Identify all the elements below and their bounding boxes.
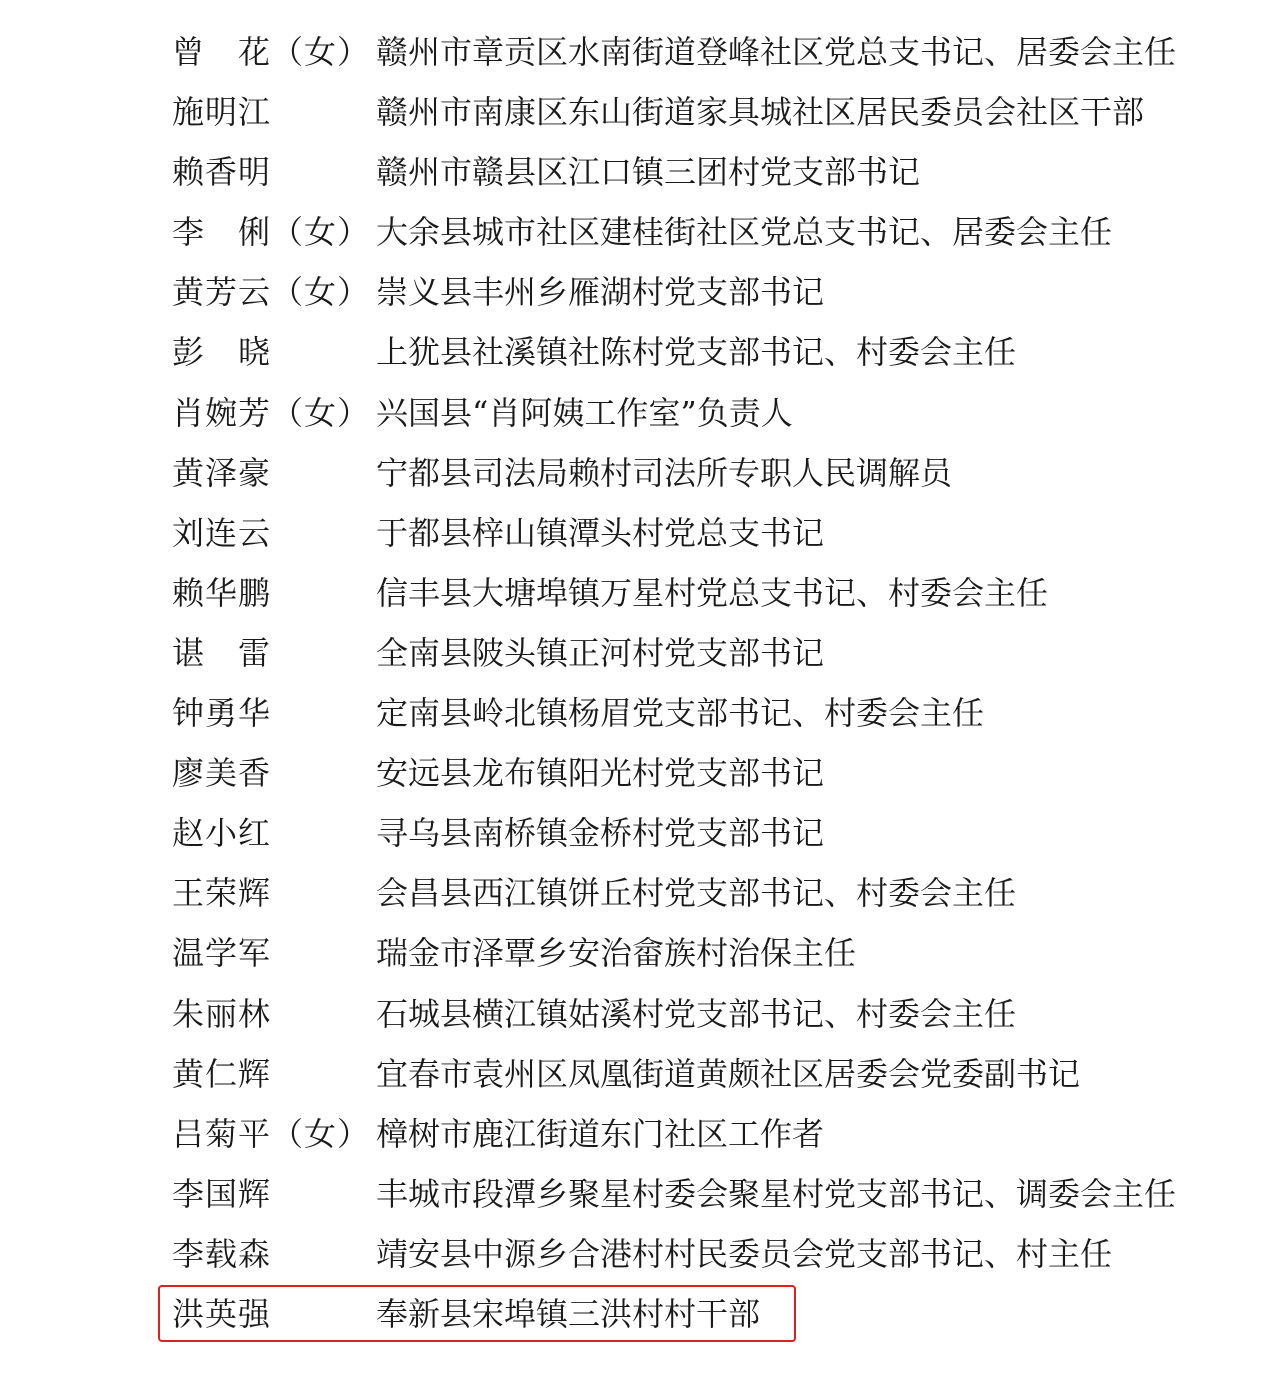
person-position: 宜春市袁州区凤凰街道黄颇社区居委会党委副书记 [376, 1054, 1081, 1093]
person-name: 王荣辉 [172, 874, 272, 913]
person-position: 樟树市鹿江街道东门社区工作者 [376, 1114, 825, 1153]
list-item [0, 1104, 1280, 1164]
list-item [0, 623, 1280, 683]
highlight-box [158, 1285, 796, 1342]
person-name: 李载森 [172, 1234, 272, 1273]
person-name: 黄仁辉 [172, 1054, 272, 1093]
list-item [0, 683, 1280, 743]
person-position: 于都县梓山镇潭头村党总支书记 [376, 513, 825, 552]
list-item [0, 803, 1280, 863]
list-item [0, 743, 1280, 803]
list-item [0, 1224, 1280, 1284]
person-position: 定南县岭北镇杨眉党支部书记、村委会主任 [376, 694, 985, 733]
person-name: 钟勇华 [172, 694, 272, 733]
person-name: 刘连云 [172, 513, 272, 552]
list-item [0, 563, 1280, 623]
person-name: 黄芳云（女） [172, 273, 371, 312]
person-position: 宁都县司法局赖村司法所专职人民调解员 [376, 453, 953, 492]
person-name: 李国辉 [172, 1174, 272, 1213]
person-position: 大余县城市社区建桂街社区党总支书记、居委会主任 [376, 213, 1113, 252]
person-position: 赣州市赣县区江口镇三团村党支部书记 [376, 153, 921, 192]
person-name: 谌 雷 [172, 633, 272, 672]
person-name: 赵小红 [172, 814, 272, 853]
person-position: 崇义县丰州乡雁湖村党支部书记 [376, 273, 825, 312]
person-name: 彭 晓 [172, 333, 272, 372]
person-position: 安远县龙布镇阳光村党支部书记 [376, 754, 825, 793]
person-name: 洪英强 [172, 1294, 272, 1333]
person-name: 李 俐（女） [172, 213, 371, 252]
list-item [0, 383, 1280, 443]
person-position: 上犹县社溪镇社陈村党支部书记、村委会主任 [376, 333, 1017, 372]
person-position: 靖安县中源乡合港村村民委员会党支部书记、村主任 [376, 1234, 1113, 1273]
list-item [0, 322, 1280, 382]
list-item [0, 443, 1280, 503]
list-item [0, 1164, 1280, 1224]
list-item [0, 142, 1280, 202]
person-position: 兴国县“肖阿姨工作室”负责人 [376, 393, 793, 432]
person-name: 赖香明 [172, 153, 272, 192]
person-name: 朱丽林 [172, 994, 272, 1033]
person-name: 温学军 [172, 934, 272, 973]
list-item [0, 863, 1280, 923]
list-item [0, 82, 1280, 142]
person-position: 赣州市章贡区水南街道登峰社区党总支书记、居委会主任 [376, 33, 1177, 71]
person-name: 黄泽豪 [172, 453, 272, 492]
list-item [0, 262, 1280, 322]
person-name: 廖美香 [172, 754, 272, 793]
person-position: 瑞金市泽覃乡安治畲族村治保主任 [376, 934, 857, 973]
person-position: 信丰县大塘埠镇万星村党总支书记、村委会主任 [376, 573, 1049, 612]
person-name: 吕菊平（女） [172, 1114, 371, 1153]
person-position: 赣州市南康区东山街道家具城社区居民委员会社区干部 [376, 93, 1145, 132]
person-name: 曾 花（女） [172, 33, 371, 71]
name-list [0, 22, 1280, 1344]
person-position: 寻乌县南桥镇金桥村党支部书记 [376, 814, 825, 853]
list-item [0, 22, 1280, 82]
person-name: 肖婉芳（女） [172, 393, 371, 432]
person-position: 会昌县西江镇饼丘村党支部书记、村委会主任 [376, 874, 1017, 913]
person-name: 施明江 [172, 93, 272, 132]
list-item [0, 503, 1280, 563]
list-item [0, 1044, 1280, 1104]
person-name: 赖华鹏 [172, 573, 272, 612]
list-item [0, 984, 1280, 1044]
person-position: 石城县横江镇姑溪村党支部书记、村委会主任 [376, 994, 1017, 1033]
person-position: 奉新县宋埠镇三洪村村干部 [376, 1294, 761, 1333]
person-position: 全南县陂头镇正河村党支部书记 [376, 633, 825, 672]
list-item [0, 923, 1280, 983]
person-position: 丰城市段潭乡聚星村委会聚星村党支部书记、调委会主任 [376, 1174, 1177, 1213]
list-item [0, 202, 1280, 262]
